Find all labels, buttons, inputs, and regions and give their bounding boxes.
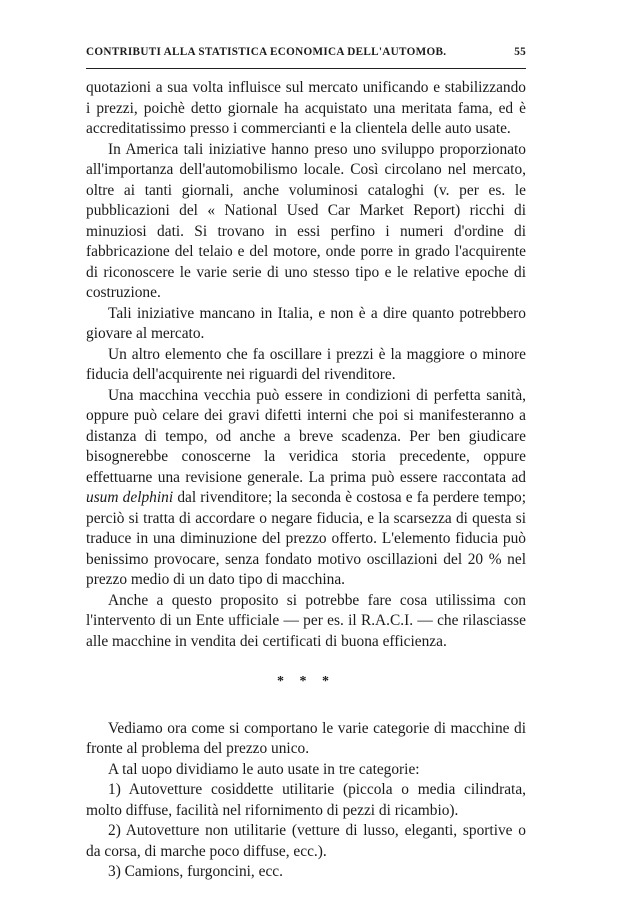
paragraph-1: quotazioni a sua volta influisce sul mercato unificando e stabilizzando i prezzi, poichè detto giornale ha acquistato una meritata fama, ed è accreditatissimo presso i commercianti e la clientela delle auto usate.: [86, 79, 526, 137]
body-text: [86, 78, 526, 883]
paragraph-5-part-a: Una macchina vecchia può essere in condizioni di perfetta sanità, oppure può celare dei gravi difetti interni che poi si manifesteranno a distanza di tempo, od anche a breve scadenza. Per ben giudicare bisognerebbe conoscerne la veridica storia precedente, oppure effettuarne una revisione generale. La prima può essere raccontata ad: [86, 386, 526, 486]
paragraph-7: Vediamo ora come si comportano le varie categorie di macchine di fronte al problema del prezzo unico.: [86, 719, 526, 757]
running-header: [86, 46, 526, 58]
paragraph-3: Tali iniziative mancano in Italia, e non è a dire quanto potrebbero giovare al mercato.: [86, 304, 526, 342]
list-item-1: 1) Autovetture cosiddette utilitarie (piccola o media cilindrata, molto diffuse, facilità nel rifornimento di pezzi di ricambio).: [86, 781, 526, 819]
page-number: 55: [514, 46, 526, 58]
list-item-2: 2) Autovetture non utilitarie (vetture di lusso, eleganti, sportive o da corsa, di marche poco diffuse, ecc.).: [86, 822, 526, 860]
list-item-3: 3) Camions, furgoncini, ecc.: [108, 863, 283, 880]
paragraph-5-part-b: dal rivenditore; la seconda è costosa e fa perdere tempo; perciò si tratta di accordare o negare fiducia, e la scarsezza di questa si traduce in una diminuzione del prezzo offerto. L'elemento fiducia può benissimo provocare, senza fondato motivo oscillazioni del 20 % nel prezzo medio di un dato tipo di macchina.: [86, 489, 526, 588]
paragraph-8: A tal uopo dividiamo le auto usate in tre categorie:: [108, 760, 420, 778]
section-separator: * * *: [277, 674, 335, 689]
paragraph-2: In America tali iniziative hanno preso uno sviluppo proporzionato all'importanza dell'automobilismo locale. Così circolano nel mercato, oltre ai tanti giornali, anche voluminosi cataloghi (v. per es. le pubblicazioni del « National Used Car Market Report) ricchi di minuziosi dati. Si trovano in essi perfino i numeri d'ordine di fabbricazione del telaio e del motore, onde porre in grado l'acquirente di riconoscere le varie serie di uno stesso tipo e le relative epoche di costruzione.: [86, 140, 526, 301]
running-title: CONTRIBUTI ALLA STATISTICA ECONOMICA DELL'AUTOMOB.: [86, 46, 447, 58]
paragraph-4: Un altro elemento che fa oscillare i prezzi è la maggiore o minore fiducia dell'acquirente nei riguardi del rivenditore.: [86, 345, 526, 383]
paragraph-5: [86, 386, 526, 591]
paragraph-5-italic: usum delphini: [86, 489, 174, 506]
paragraph-6: Anche a questo proposito si potrebbe fare cosa utilissima con l'intervento di un Ente ufficiale — per es. il R.A.C.I. — che rilasciasse alle macchine in vendita dei certificati di buona efficienza.: [86, 591, 526, 650]
header-rule: [86, 68, 526, 69]
